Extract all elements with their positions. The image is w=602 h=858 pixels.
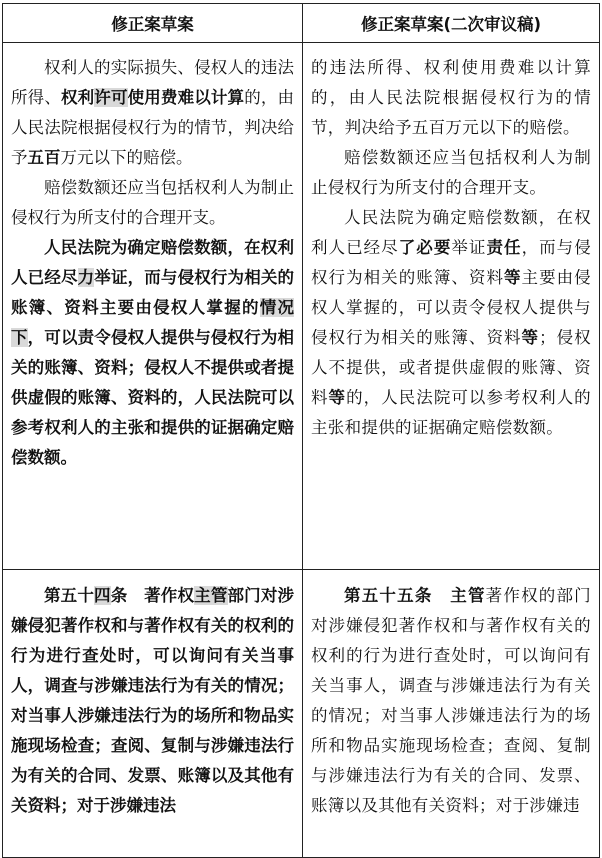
row1-left-cell	[3, 43, 303, 570]
row2-left-text	[11, 581, 294, 821]
text-run: 条 著作权	[110, 586, 195, 605]
paragraph	[311, 53, 591, 143]
text-run: 等	[504, 268, 522, 287]
text-run: 人民法院为确定赔偿数额，在权利人已经尽	[311, 208, 591, 257]
row1-right-cell	[303, 43, 600, 570]
text-run: 部门对涉嫌侵犯著作权和与著作权有关的权利的行为进行查处时，可以询问有关当事人，调查与涉嫌违法行为有关的情况；对当事人涉嫌违法行为的场所和物品实施现场检查；查阅、复制与涉嫌违法行为有关的合同、发票、账簿以及其他有关资料；对于涉嫌违法	[11, 586, 295, 815]
text-run: 的，由人民法院根据侵权行为的情节，判决给予	[11, 88, 294, 167]
text-run: 赔偿数额还应当包括权利人为制止侵权行为所支付的合理开支。	[11, 178, 294, 227]
table-row	[3, 43, 600, 570]
text-run: 第五十五条 主管	[344, 586, 486, 605]
text-run: 等	[521, 328, 540, 347]
text-run: 举证，而与侵权行为相关的账簿、资料主要由侵权人掌握的	[11, 268, 294, 317]
text-run: 许可	[94, 88, 128, 107]
paragraph	[311, 203, 591, 443]
header-right: 修正案草案(二次审议稿)	[303, 4, 600, 43]
text-run: 著作权的部门对涉嫌侵犯著作权和与著作权有关的权利的行为进行查处时，可以询问有关当事人，调查与涉嫌违法行为有关的情况；对当事人涉嫌违法行为的场所和物品实施现场检查；查阅、复制与涉嫌违法行为有关的合同、发票、账簿以及其他有关资料；对于涉嫌违	[311, 586, 591, 815]
text-run: 人民法院为确定赔偿数额，在权利人已经尽	[11, 238, 294, 287]
paragraph	[311, 581, 591, 821]
text-run: 五百	[27, 148, 61, 167]
text-run: 责任	[486, 238, 522, 257]
text-run: 使用费难以计算	[127, 88, 245, 107]
row1-right-text	[311, 53, 591, 443]
row1-left-text	[11, 53, 294, 473]
text-run: 了必要	[398, 238, 452, 257]
text-run: 等	[328, 388, 347, 407]
text-run: 权利人的实际损失、侵权人的违法所得、	[11, 58, 294, 107]
paragraph	[11, 581, 294, 821]
comparison-table	[2, 3, 600, 858]
text-run: 四	[94, 586, 111, 605]
text-run: 第五十	[44, 586, 95, 605]
paragraph	[11, 173, 294, 233]
text-run: ；侵权人不提供，或者提供虚假的账簿、资料	[311, 328, 591, 407]
table-row	[3, 570, 600, 858]
paragraph	[11, 233, 294, 473]
header-row	[3, 4, 600, 43]
header-left: 修正案草案	[3, 4, 303, 43]
text-run: 赔偿数额还应当包括权利人为制止侵权行为所支付的合理开支。	[311, 148, 591, 197]
paragraph	[311, 143, 591, 203]
text-run: 主要由侵权人掌握的，可以责令侵权人提供与侵权行为相关的账簿、资料	[311, 268, 591, 347]
text-run: 万元以下的赔偿。	[60, 148, 193, 167]
paragraph	[11, 53, 294, 173]
row2-right-cell	[303, 570, 600, 858]
text-run: 情况下	[11, 298, 295, 347]
text-run: 的，人民法院可以参考权利人的主张和提供的证据确定赔偿数额。	[311, 388, 591, 437]
row2-right-text	[311, 581, 591, 821]
text-run: 的违法所得、权利使用费难以计算的，由人民法院根据侵权行为的情节，判决给予五百万元以下的赔偿。	[311, 58, 591, 137]
text-run: 力	[77, 268, 95, 287]
row2-left-cell	[3, 570, 303, 858]
text-run: ，可以责令侵权人提供与侵权行为相关的账簿、资料；侵权人不提供或者提供虚假的账簿、资料的，人民法院可以参考权利人的主张和提供的证据确定赔偿数额。	[11, 328, 294, 467]
text-run: 权利	[60, 88, 95, 107]
text-run: 举证	[451, 238, 487, 257]
text-run: 主管	[194, 586, 228, 605]
text-run: ，而与侵权行为相关的账簿、资料	[311, 238, 591, 287]
